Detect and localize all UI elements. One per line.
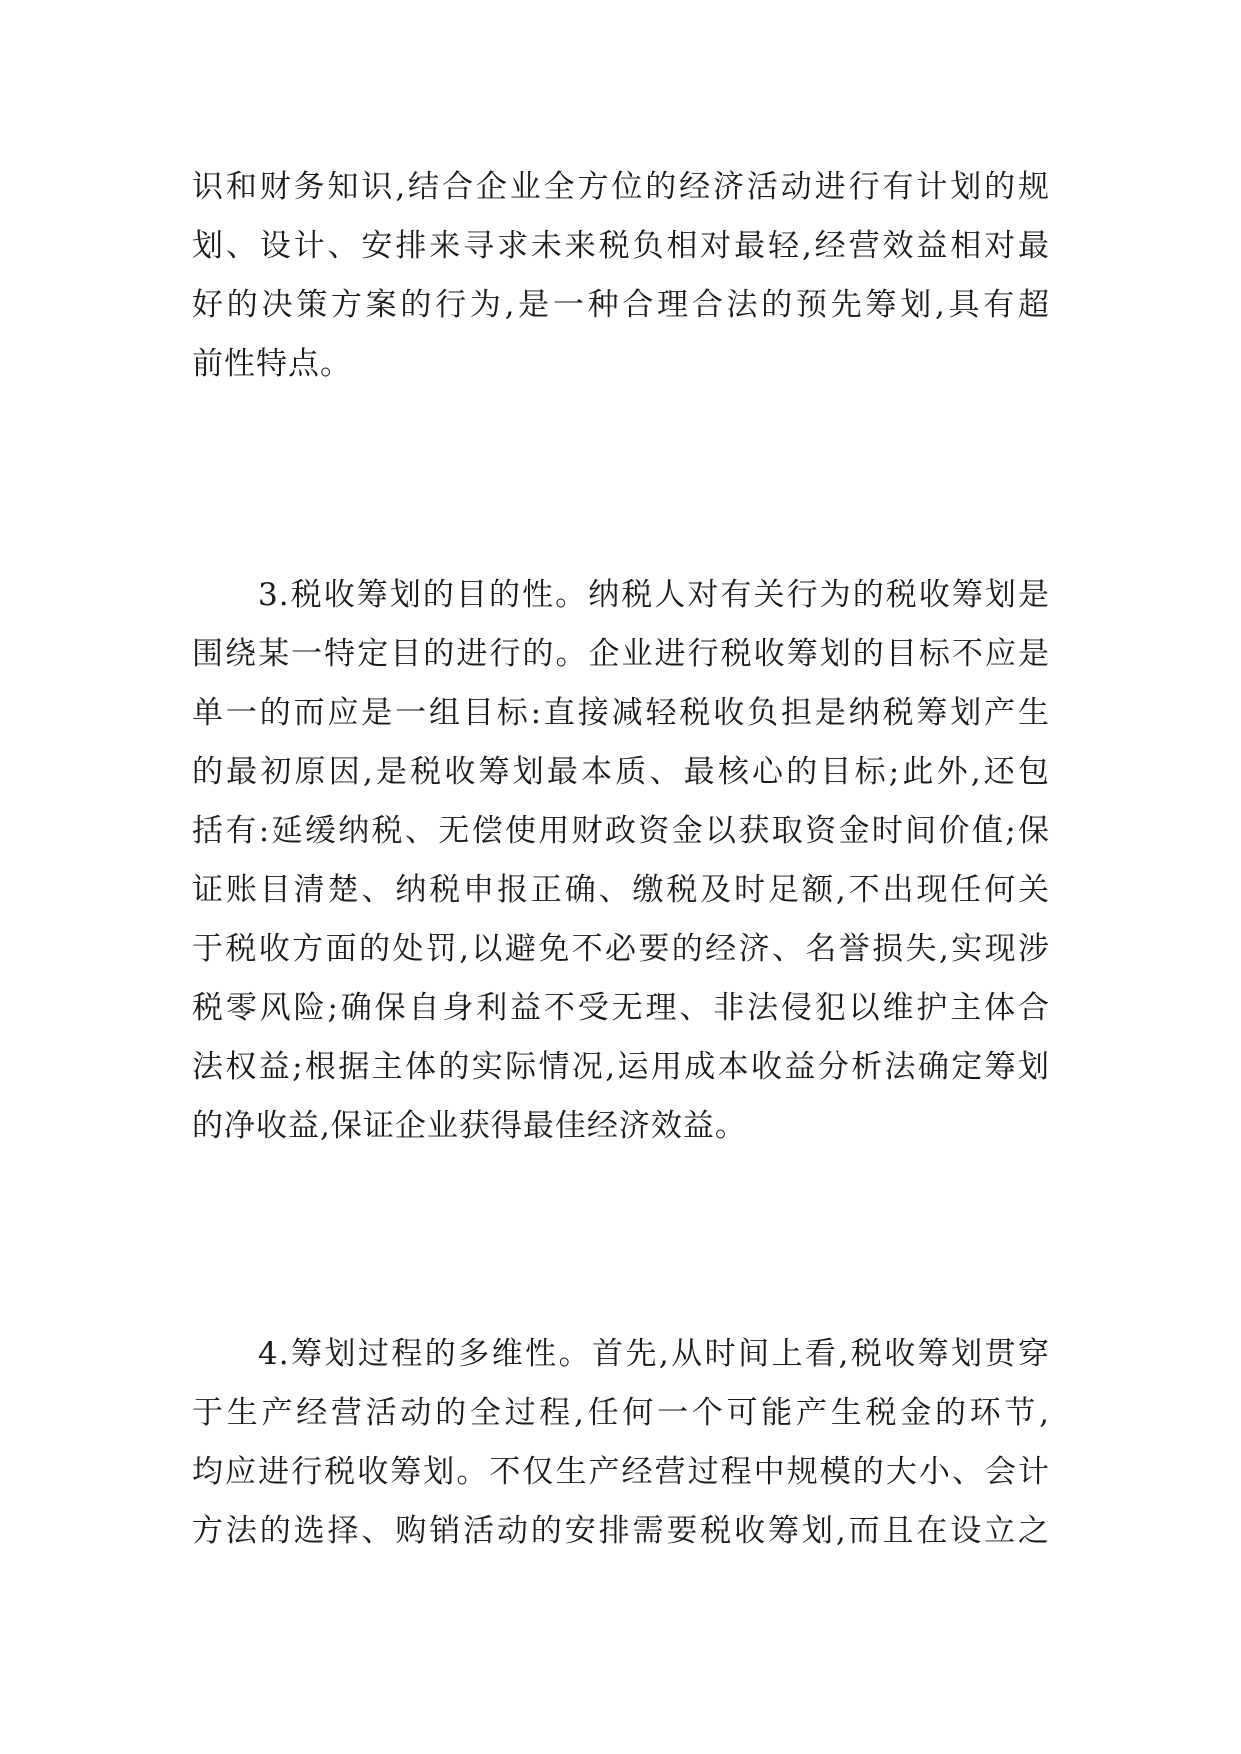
text-line: 3.税收筹划的目的性。纳税人对有关行为的税收筹划是 (258, 577, 1050, 613)
text-line: 于生产经营活动的全过程,任何一个可能产生税金的环节, (192, 1395, 1050, 1431)
paragraph-multidimensionality (192, 1325, 1050, 1561)
text-line: 于税收方面的处罚,以避免不必要的经济、名誉损失,实现涉 (192, 931, 1050, 967)
text-line: 税零风险;确保自身利益不受无理、非法侵犯以维护主体合 (192, 990, 1050, 1026)
text-line: 方法的选择、购销活动的安排需要税收筹划,而且在设立之 (192, 1513, 1050, 1549)
paragraph-purposiveness (192, 566, 1050, 1156)
text-line: 的最初原因,是税收筹划最本质、最核心的目标;此外,还包 (192, 754, 1050, 790)
text-line: 单一的而应是一组目标:直接减轻税收负担是纳税筹划产生 (192, 695, 1050, 731)
text-line: 前性特点。 (192, 346, 352, 382)
text-line: 识和财务知识,结合企业全方位的经济活动进行有计划的规 (192, 169, 1050, 205)
text-line: 括有:延缓纳税、无偿使用财政资金以获取资金时间价值;保 (192, 813, 1050, 849)
text-line: 证账目清楚、纳税申报正确、缴税及时足额,不出现任何关 (192, 872, 1050, 908)
text-line: 均应进行税收筹划。不仅生产经营过程中规模的大小、会计 (192, 1454, 1050, 1490)
text-line: 4.筹划过程的多维性。首先,从时间上看,税收筹划贯穿 (258, 1336, 1050, 1372)
text-line: 围绕某一特定目的进行的。企业进行税收筹划的目标不应是 (192, 636, 1050, 672)
paragraph-continuation (192, 158, 1050, 394)
text-line: 法权益;根据主体的实际情况,运用成本收益分析法确定筹划 (192, 1049, 1050, 1085)
text-line: 好的决策方案的行为,是一种合理合法的预先筹划,具有超 (192, 287, 1050, 323)
text-line: 划、设计、安排来寻求未来税负相对最轻,经营效益相对最 (192, 228, 1050, 264)
text-line: 的净收益,保证企业获得最佳经济效益。 (192, 1108, 747, 1144)
